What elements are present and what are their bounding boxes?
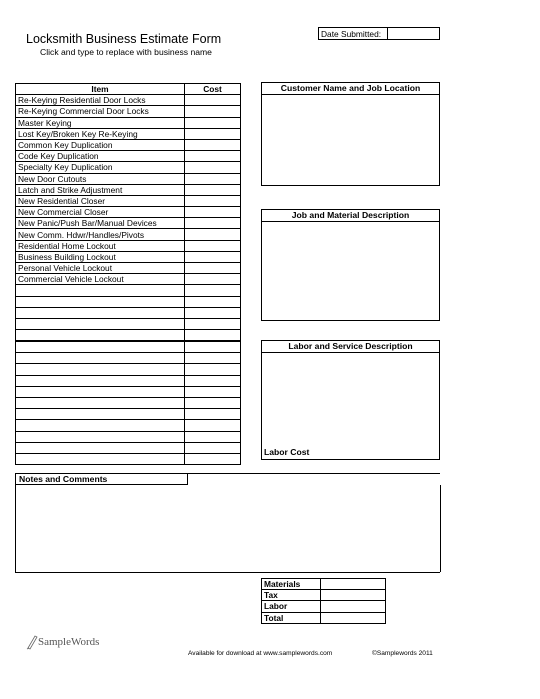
item-cell[interactable] (16, 296, 185, 307)
cost-cell[interactable] (185, 285, 241, 296)
notes-box[interactable] (15, 473, 440, 573)
business-name-placeholder[interactable]: Click and type to replace with business name (40, 47, 212, 57)
table-row (16, 420, 241, 431)
table-row (16, 285, 241, 296)
totals-label: Labor (262, 601, 321, 612)
totals-value[interactable] (321, 579, 386, 590)
cost-cell[interactable] (185, 173, 241, 184)
date-submitted-box (318, 27, 440, 40)
table-row (16, 139, 241, 150)
table-row (16, 218, 241, 229)
item-cell[interactable] (16, 318, 185, 329)
totals-label: Total (262, 612, 321, 623)
cost-cell[interactable] (185, 364, 241, 375)
table-row (16, 106, 241, 117)
totals-row (262, 590, 386, 601)
table-row (16, 240, 241, 251)
table-row (16, 330, 241, 341)
form-title: Locksmith Business Estimate Form (26, 32, 222, 46)
job-material-header: Job and Material Description (262, 210, 439, 222)
cost-cell[interactable] (185, 431, 241, 442)
totals-label: Tax (262, 590, 321, 601)
table-row (16, 375, 241, 386)
totals-row (262, 579, 386, 590)
cost-cell[interactable] (185, 375, 241, 386)
table-row (16, 431, 241, 442)
table-row (16, 453, 241, 464)
job-material-box[interactable] (261, 209, 440, 321)
item-cell[interactable]: Lost Key/Broken Key Re-Keying (16, 128, 185, 139)
table-row (16, 195, 241, 206)
cost-cell[interactable] (185, 263, 241, 274)
table-row (16, 353, 241, 364)
cost-cell[interactable] (185, 117, 241, 128)
table-row (16, 117, 241, 128)
item-cell[interactable] (16, 431, 185, 442)
cost-cell[interactable] (185, 195, 241, 206)
item-cell[interactable] (16, 330, 185, 341)
cost-cell[interactable] (185, 307, 241, 318)
item-cell[interactable] (16, 453, 185, 464)
table-row (16, 296, 241, 307)
table-row (16, 318, 241, 329)
table-row (16, 409, 241, 420)
cost-cell[interactable] (185, 95, 241, 106)
table-row (16, 386, 241, 397)
table-row (16, 274, 241, 285)
item-cell[interactable]: Business Building Lockout (16, 251, 185, 262)
notes-header: Notes and Comments (16, 474, 188, 485)
cost-cell[interactable] (185, 240, 241, 251)
item-cell[interactable] (16, 285, 185, 296)
samplewords-logo (26, 634, 99, 648)
item-cell[interactable]: Re-Keying Residential Door Locks (16, 95, 185, 106)
totals-value[interactable] (321, 601, 386, 612)
cost-cell[interactable] (185, 139, 241, 150)
labor-service-box[interactable] (261, 340, 440, 460)
table-row (16, 342, 241, 353)
item-cell[interactable] (16, 307, 185, 318)
table-row (16, 95, 241, 106)
table-row (16, 364, 241, 375)
item-cell[interactable] (16, 342, 185, 353)
table-row (16, 173, 241, 184)
item-cell[interactable]: Latch and Strike Adjustment (16, 184, 185, 195)
totals-value[interactable] (321, 590, 386, 601)
item-cell[interactable]: Residential Home Lockout (16, 240, 185, 251)
item-cell[interactable]: New Commercial Closer (16, 207, 185, 218)
table-row (16, 151, 241, 162)
table-row (16, 442, 241, 453)
customer-header: Customer Name and Job Location (262, 83, 439, 95)
labor-service-header: Labor and Service Description (262, 341, 439, 353)
items-cost-table (15, 83, 241, 341)
item-cell[interactable]: New Panic/Push Bar/Manual Devices (16, 218, 185, 229)
item-cell[interactable] (16, 375, 185, 386)
cost-cell[interactable] (185, 296, 241, 307)
totals-table (261, 578, 386, 624)
totals-row (262, 612, 386, 623)
table-row (16, 263, 241, 274)
totals-label: Materials (262, 579, 321, 590)
item-column-header: Item (16, 84, 185, 95)
cost-cell[interactable] (185, 251, 241, 262)
cost-cell[interactable] (185, 420, 241, 431)
table-row (16, 162, 241, 173)
table-row (16, 184, 241, 195)
cost-cell[interactable] (185, 442, 241, 453)
table-row (16, 397, 241, 408)
item-cell[interactable] (16, 397, 185, 408)
date-submitted-field[interactable] (388, 28, 440, 40)
pen-icon (26, 634, 38, 648)
cost-cell[interactable] (185, 184, 241, 195)
cost-cell[interactable] (185, 162, 241, 173)
totals-row (262, 601, 386, 612)
item-cell[interactable]: Common Key Duplication (16, 139, 185, 150)
cost-cell[interactable] (185, 353, 241, 364)
cost-cell[interactable] (185, 453, 241, 464)
item-cell[interactable] (16, 364, 185, 375)
logo-text: SampleWords (38, 636, 100, 648)
table-row (16, 207, 241, 218)
cost-cell[interactable] (185, 218, 241, 229)
item-cell[interactable]: Specialty Key Duplication (16, 162, 185, 173)
table-row (16, 307, 241, 318)
labor-cost-label: Labor Cost (264, 447, 310, 457)
cost-cell[interactable] (185, 409, 241, 420)
table-row (16, 251, 241, 262)
cost-cell[interactable] (185, 106, 241, 117)
cost-cell[interactable] (185, 207, 241, 218)
cost-cell[interactable] (185, 151, 241, 162)
cost-cell[interactable] (185, 274, 241, 285)
item-cell[interactable]: Code Key Duplication (16, 151, 185, 162)
item-cell[interactable]: New Door Cutouts (16, 173, 185, 184)
item-cell[interactable]: New Residential Closer (16, 195, 185, 206)
item-cell[interactable]: Master Keying (16, 117, 185, 128)
table-row (16, 128, 241, 139)
customer-box[interactable] (261, 82, 440, 186)
table-row (16, 229, 241, 240)
cost-cell[interactable] (185, 342, 241, 353)
cost-cell[interactable] (185, 229, 241, 240)
item-cell[interactable] (16, 353, 185, 364)
cost-cell[interactable] (185, 397, 241, 408)
totals-value[interactable] (321, 612, 386, 623)
cost-cell[interactable] (185, 128, 241, 139)
cost-cell[interactable] (185, 386, 241, 397)
item-cell[interactable] (16, 420, 185, 431)
cost-column-header: Cost (185, 84, 241, 95)
item-cell[interactable] (16, 386, 185, 397)
copyright-text: ©Samplewords 2011 (372, 650, 433, 657)
item-cell[interactable] (16, 409, 185, 420)
cost-cell[interactable] (185, 318, 241, 329)
item-cell[interactable]: Commercial Vehicle Lockout (16, 274, 185, 285)
item-cell[interactable]: Personal Vehicle Lockout (16, 263, 185, 274)
download-text: Available for download at www.samplewords.com (188, 650, 333, 657)
item-cell[interactable]: New Comm. Hdwr/Handles/Pivots (16, 229, 185, 240)
date-submitted-label: Date Submitted: (319, 28, 388, 40)
cost-cell[interactable] (185, 330, 241, 341)
additional-items-table (15, 341, 241, 465)
item-cell[interactable]: Re-Keying Commercial Door Locks (16, 106, 185, 117)
item-cell[interactable] (16, 442, 185, 453)
